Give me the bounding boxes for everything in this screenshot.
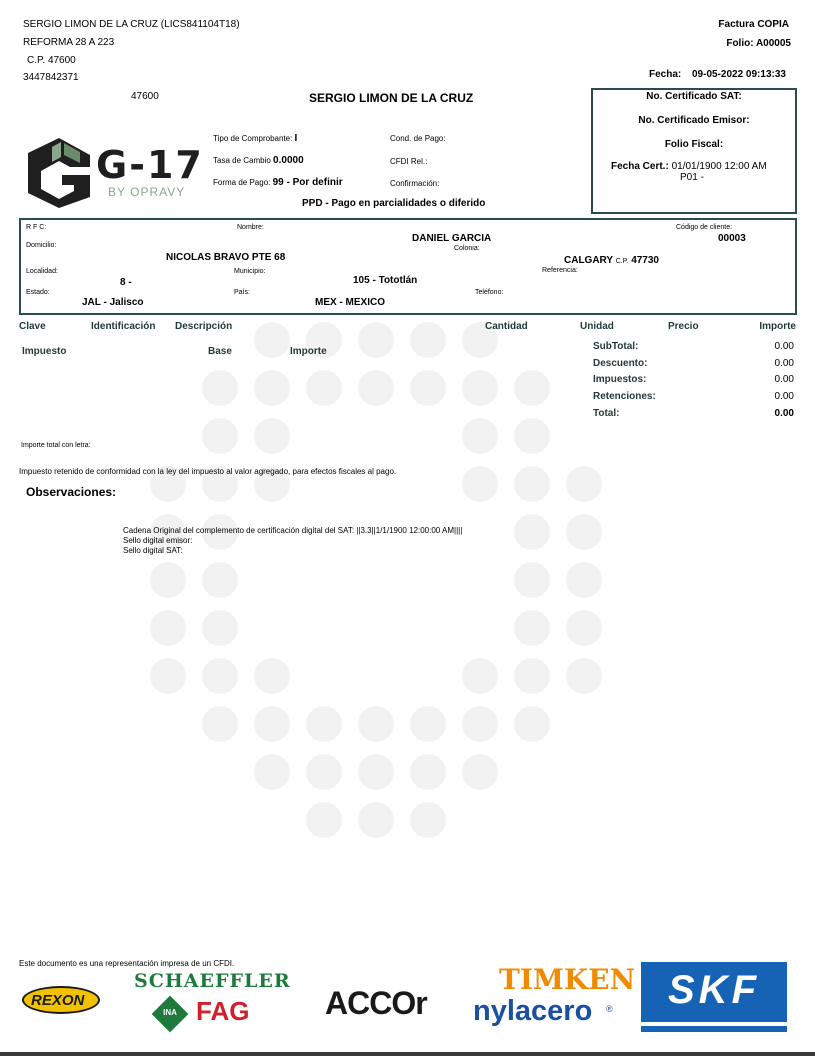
ina-logo xyxy=(152,996,188,1032)
issuer-name-rfc: SERGIO LIMON DE LA CRUZ (LICS841104T18) xyxy=(23,19,240,30)
total-value-subtotal: 0.00 xyxy=(774,341,794,352)
codigo-value: 00003 xyxy=(718,233,746,244)
total-label-subtotal: SubTotal: xyxy=(593,341,639,352)
tipo-value: I xyxy=(294,133,298,144)
cfdi-rel-label: CFDI Rel.: xyxy=(390,157,428,166)
p01: P01 - xyxy=(680,172,704,183)
watermark-dot xyxy=(358,706,394,742)
watermark-dot xyxy=(254,754,290,790)
total-label-total: Total: xyxy=(593,408,620,419)
pais-value: MEX - MEXICO xyxy=(315,297,386,308)
fecha-label: Fecha: xyxy=(649,69,682,80)
tasa-value: 0.0000 xyxy=(273,155,304,166)
watermark-dot xyxy=(202,418,238,454)
header-cantidad: Cantidad xyxy=(485,321,528,332)
tax-header-base: Base xyxy=(208,346,232,357)
total-label-retenciones: Retenciones: xyxy=(593,391,656,402)
watermark-dot xyxy=(358,802,394,838)
municipio-value: 105 - Tototlán xyxy=(353,275,418,286)
colonia-label: Colonia: xyxy=(454,245,480,252)
watermark-dot xyxy=(514,658,550,694)
watermark-dot xyxy=(358,322,394,358)
header-descripcion: Descripción xyxy=(175,321,233,332)
watermark-dot xyxy=(306,802,342,838)
watermark-dot xyxy=(566,658,602,694)
fag-text: FAG xyxy=(196,996,250,1026)
issuer-name-center: SERGIO LIMON DE LA CRUZ xyxy=(309,91,474,105)
watermark-dot xyxy=(306,754,342,790)
municipio-label: Municipio: xyxy=(234,268,266,275)
watermark-dot xyxy=(514,370,550,406)
watermark-dot xyxy=(410,370,446,406)
fecha-cert-label: Fecha Cert.: xyxy=(611,161,669,172)
no-cert-emisor: No. Certificado Emisor: xyxy=(638,115,750,126)
forma-value: 99 - Por definir xyxy=(272,177,343,188)
accor-text: ACCOr xyxy=(325,985,427,1021)
tasa-cambio xyxy=(213,155,304,166)
cadena-original: Cadena Original del complemento de certificación digital del SAT: ||3.3||1/1/1900 12:00:00 AM|||| xyxy=(123,526,463,535)
skf-logo xyxy=(641,962,787,1032)
watermark-dot xyxy=(254,370,290,406)
watermark-dot xyxy=(202,370,238,406)
header-clave: Clave xyxy=(19,321,46,332)
fecha-cert xyxy=(611,161,767,172)
domicilio-label: Domicilio: xyxy=(26,242,57,249)
page-bottom-edge xyxy=(0,1052,815,1056)
total-value-total: 0.00 xyxy=(774,408,794,419)
header-precio: Precio xyxy=(668,321,699,332)
watermark-dot xyxy=(566,466,602,502)
nombre-label: Nombre: xyxy=(237,224,264,231)
watermark-dot xyxy=(410,754,446,790)
watermark-dot xyxy=(514,466,550,502)
watermark-dot xyxy=(150,562,186,598)
total-label-descuento: Descuento: xyxy=(593,358,648,369)
invoice-folio: Folio: A00005 xyxy=(726,38,791,49)
watermark-dot xyxy=(358,754,394,790)
total-label-impuestos: Impuestos: xyxy=(593,374,647,385)
header-identificacion: Identificación xyxy=(91,321,156,332)
watermark-dot xyxy=(358,370,394,406)
issuer-cp: C.P. 47600 xyxy=(27,55,76,66)
issuer-address: REFORMA 28 A 223 xyxy=(23,37,115,48)
colonia-cp xyxy=(564,255,659,266)
cfdi-representacion: Este documento es una representación impresa de un CFDI. xyxy=(19,959,235,968)
ina-text: INA xyxy=(163,1008,177,1017)
watermark-dot xyxy=(566,514,602,550)
issuer-phone: 3447842371 xyxy=(23,72,79,83)
g17-logo-icon xyxy=(24,137,94,209)
watermark-dot xyxy=(566,562,602,598)
rexon-logo xyxy=(22,986,106,1016)
tipo-comprobante xyxy=(213,133,297,144)
referencia-label: Referencia: xyxy=(542,267,578,274)
cp-label: C.P. xyxy=(615,258,629,265)
watermark-dot xyxy=(462,418,498,454)
no-cert-sat: No. Certificado SAT: xyxy=(646,91,742,102)
fecha-cert-value: 01/01/1900 12:00 AM xyxy=(671,161,767,172)
estado-value: JAL - Jalisco xyxy=(82,297,144,308)
localidad-label: Localidad: xyxy=(26,268,58,275)
watermark-dot xyxy=(514,562,550,598)
watermark-dot xyxy=(410,802,446,838)
colonia-value: CALGARY xyxy=(564,255,613,266)
invoice-type: Factura COPIA xyxy=(718,19,789,30)
estado-label: Estado: xyxy=(26,289,50,296)
domicilio-value: NICOLAS BRAVO PTE 68 xyxy=(166,252,286,263)
watermark-dot xyxy=(202,610,238,646)
watermark-dot xyxy=(462,658,498,694)
codigo-label: Código de cliente: xyxy=(676,224,733,231)
fecha-value: 09-05-2022 09:13:33 xyxy=(692,69,786,80)
sello-sat: Sello digital SAT: xyxy=(123,546,183,555)
metodo-pago: PPD - Pago en parcialidades o diferido xyxy=(302,198,486,209)
watermark-dot xyxy=(306,370,342,406)
watermark-dot xyxy=(254,418,290,454)
logo-sub: BY OPRAVY xyxy=(108,185,186,199)
watermark-dot xyxy=(254,322,290,358)
header-unidad: Unidad xyxy=(580,321,614,332)
cond-pago-label: Cond. de Pago: xyxy=(390,134,446,143)
total-value-impuestos: 0.00 xyxy=(774,374,794,385)
tipo-label: Tipo de Comprobante: xyxy=(213,134,293,143)
sello-emisor: Sello digital emisor: xyxy=(123,536,193,545)
watermark-dot xyxy=(202,562,238,598)
watermark-dot xyxy=(410,322,446,358)
watermark-dot xyxy=(202,658,238,694)
timken-text: TIMKEN xyxy=(499,963,636,996)
cp-value: 47730 xyxy=(631,255,659,266)
watermark-dot xyxy=(514,610,550,646)
issuer-cp-short: 47600 xyxy=(131,91,159,102)
confirmacion-label: Confirmación: xyxy=(390,179,440,188)
watermark-dot xyxy=(410,706,446,742)
rexon-text: REXON xyxy=(31,992,85,1009)
g17-logo xyxy=(24,137,204,209)
telefono-label: Teléfono: xyxy=(475,289,504,296)
total-value-retenciones: 0.00 xyxy=(774,391,794,402)
watermark-dot xyxy=(566,610,602,646)
rfc-label: R F C: xyxy=(26,224,47,231)
watermark-dot xyxy=(514,706,550,742)
watermark-dot xyxy=(514,418,550,454)
cert-box xyxy=(591,88,797,214)
logo-brand: G-17 xyxy=(96,143,204,187)
watermark-dot xyxy=(254,658,290,694)
impuesto-retenido-note: Impuesto retenido de conformidad con la ley del impuesto al valor agregado, para efectos fiscales al pago. xyxy=(19,467,397,476)
watermark-dot xyxy=(514,514,550,550)
watermark-dot xyxy=(150,658,186,694)
nombre-value: DANIEL GARCIA xyxy=(412,233,492,244)
schaeffler-text: SCHAEFFLER xyxy=(134,970,291,992)
forma-label: Forma de Pago: xyxy=(213,178,271,187)
watermark-dot xyxy=(254,706,290,742)
watermark-dot xyxy=(202,706,238,742)
tasa-label: Tasa de Cambio xyxy=(213,156,271,165)
tax-header-importe: Importe xyxy=(290,346,327,357)
client-box xyxy=(19,218,797,315)
watermark-dot xyxy=(462,706,498,742)
nylacero-text: nylacero xyxy=(473,995,593,1027)
watermark-dot xyxy=(306,706,342,742)
tax-header-impuesto: Impuesto xyxy=(22,346,67,357)
registered-icon: ® xyxy=(606,1004,613,1014)
observaciones-label: Observaciones: xyxy=(26,485,117,499)
pais-label: País: xyxy=(234,289,250,296)
header-importe: Importe xyxy=(759,321,796,332)
localidad-value: 8 - xyxy=(120,277,132,288)
skf-text: SKF xyxy=(668,968,760,1012)
watermark-dot xyxy=(462,754,498,790)
watermark-dot xyxy=(462,370,498,406)
watermark-dot xyxy=(462,466,498,502)
forma-pago xyxy=(213,177,343,188)
importe-letra-label: Importe total con letra: xyxy=(21,442,91,449)
watermark-dot xyxy=(150,610,186,646)
total-value-descuento: 0.00 xyxy=(774,358,794,369)
folio-fiscal: Folio Fiscal: xyxy=(664,139,724,150)
